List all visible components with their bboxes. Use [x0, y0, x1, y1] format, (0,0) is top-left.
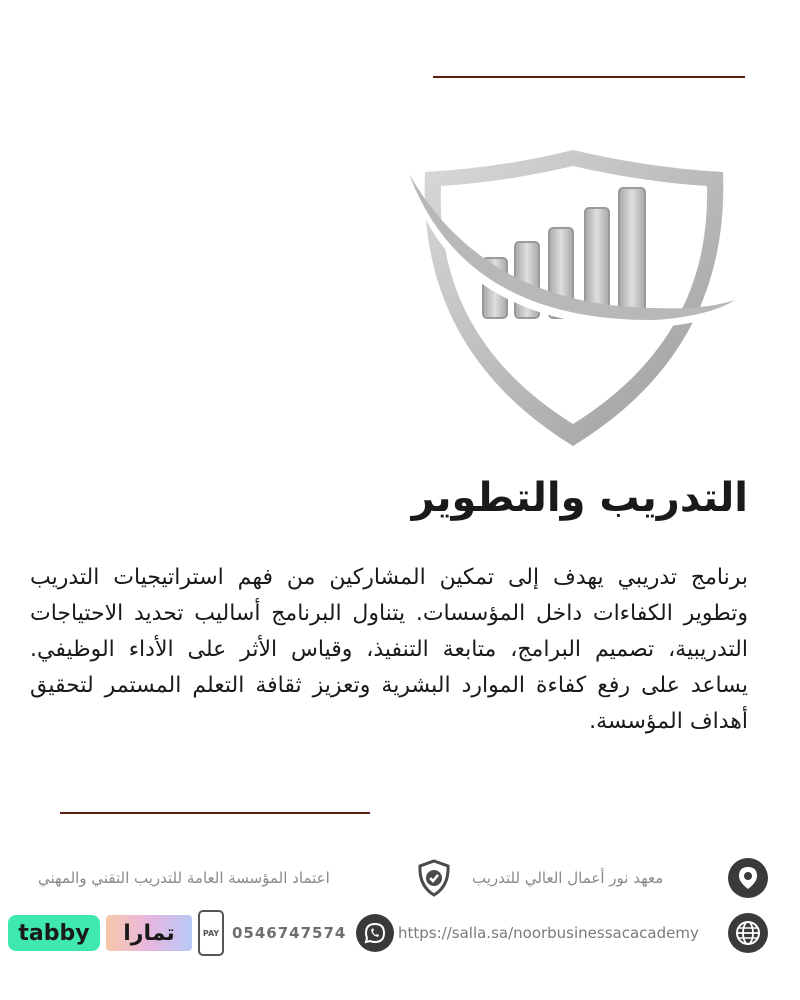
location-text: معهد نور أعمال العالي للتدريب — [472, 869, 664, 887]
chart-bar — [585, 208, 609, 318]
pay-device-icon — [198, 910, 224, 956]
phone-number[interactable]: 0546747574 — [232, 924, 347, 942]
top-divider-line — [433, 76, 745, 78]
pay-label: PAY — [202, 928, 220, 938]
tamara-logo: تمارا — [106, 915, 192, 951]
globe-icon — [728, 913, 768, 953]
tabby-logo: tabby — [8, 915, 100, 951]
whatsapp-icon[interactable] — [356, 914, 394, 952]
website-link[interactable]: https://salla.sa/noorbusinessacacademy — [398, 924, 699, 942]
accreditation-text: اعتماد المؤسسة العامة للتدريب التقني والمهني — [38, 869, 330, 887]
footer-info-row — [0, 855, 800, 901]
program-description: برنامج تدريبي يهدف إلى تمكين المشاركين من فهم استراتيجيات التدريب وتطوير الكفاءات داخل المؤسسات. يتناول البرنامج أساليب تحديد الاحتياجات التدريبية، تصميم البرامج، متابعة التنفيذ، وقياس الأثر على الأداء الوظيفي. يساعد على رفع كفاءة الموارد البشرية وتعزيز ثقافة التعلم المستمر لتحقيق أهداف المؤسسة. — [30, 565, 748, 734]
chart-bar — [619, 188, 645, 318]
shield-check-icon — [414, 858, 454, 898]
footer-contact-row — [0, 910, 800, 956]
page-title: التدريب والتطوير — [411, 475, 748, 521]
shield-chart-icon — [405, 150, 740, 450]
location-pin-icon — [728, 858, 768, 898]
bottom-divider-line — [60, 812, 370, 814]
